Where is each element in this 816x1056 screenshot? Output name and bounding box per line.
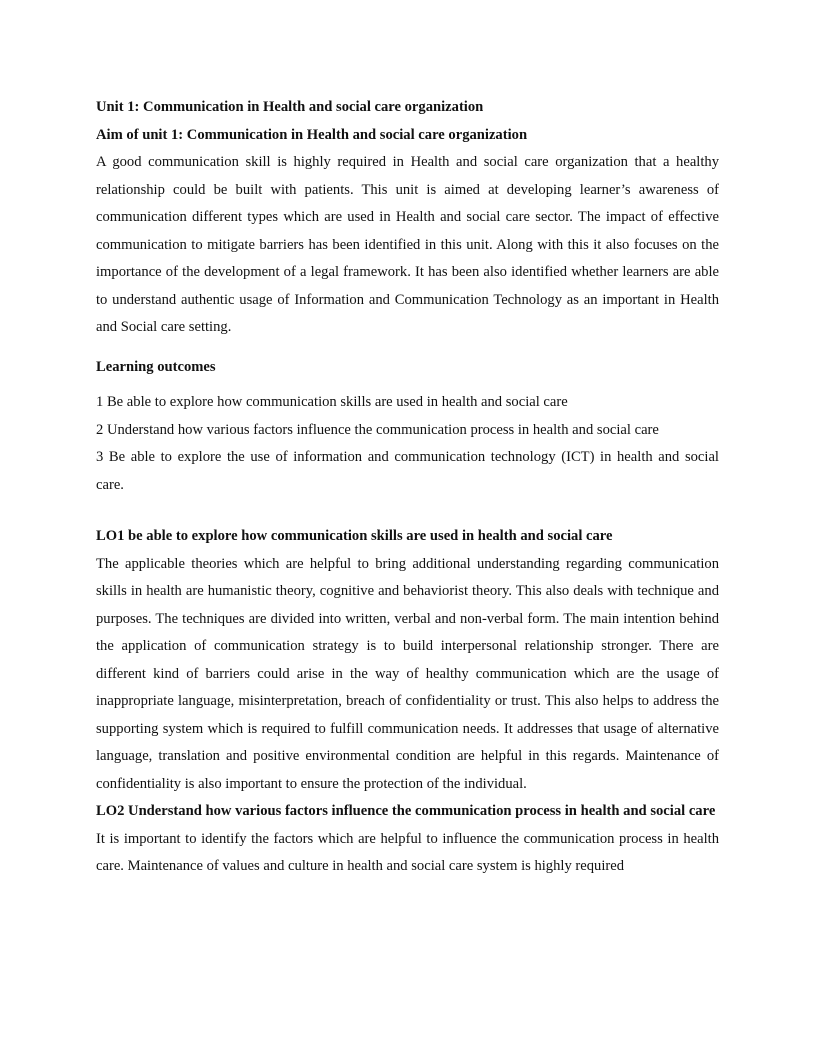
lo2-paragraph: It is important to identify the factors which are helpful to influence the communication process in health care. Maintenance of values and culture in health and social care system is highly required xyxy=(96,830,719,874)
learning-outcome-item: 3 Be able to explore the use of information and communication technology (ICT) in health and social care. xyxy=(96,449,719,493)
lo2-title: LO2 Understand how various factors influence the communication process in health and social care xyxy=(96,803,716,819)
unit-title: Unit 1: Communication in Health and social care organization xyxy=(96,99,484,115)
learning-outcome-item: 1 Be able to explore how communication skills are used in health and social care xyxy=(96,394,568,410)
learning-outcome-item: 2 Understand how various factors influence the communication process in health and social care xyxy=(96,421,659,438)
lo1-title: LO1 be able to explore how communication skills are used in health and social care xyxy=(96,528,613,544)
document-page xyxy=(96,94,719,881)
aim-paragraph: A good communication skill is highly required in Health and social care organization that a healthy relationship could be built with patients. This unit is aimed at developing learner’s awareness of communication different types which are used in Health and social care sector. The impact of effective communication to mitigate barriers has been identified in this unit. Along with this it also focuses on the importance of the development of a legal framework. It has been also identified whether learners are able to understand authentic usage of Information and Communication Technology as an important in Health and Social care setting. xyxy=(96,154,719,335)
learning-outcomes-title: Learning outcomes xyxy=(96,358,216,375)
lo1-paragraph: The applicable theories which are helpful to bring additional understanding regarding communication skills in health are humanistic theory, cognitive and behaviorist theory. This also deals with technique and purposes. The techniques are divided into written, verbal and non-verbal form. The main intention behind the application of communication strategy is to build interpersonal relationship stronger. There are different kind of barriers could arise in the way of healthy communication which are the usage of inappropriate language, misinterpretation, breach of confidentiality or trust. This also helps to address the supporting system which is required to fulfill communication needs. It addresses that usage of alternative language, translation and positive environmental condition are helpful in this regards. Maintenance of confidentiality is also important to ensure the protection of the individual. xyxy=(96,555,719,792)
learning-outcomes-list xyxy=(96,389,719,499)
aim-title: Aim of unit 1: Communication in Health and social care organization xyxy=(96,126,528,143)
